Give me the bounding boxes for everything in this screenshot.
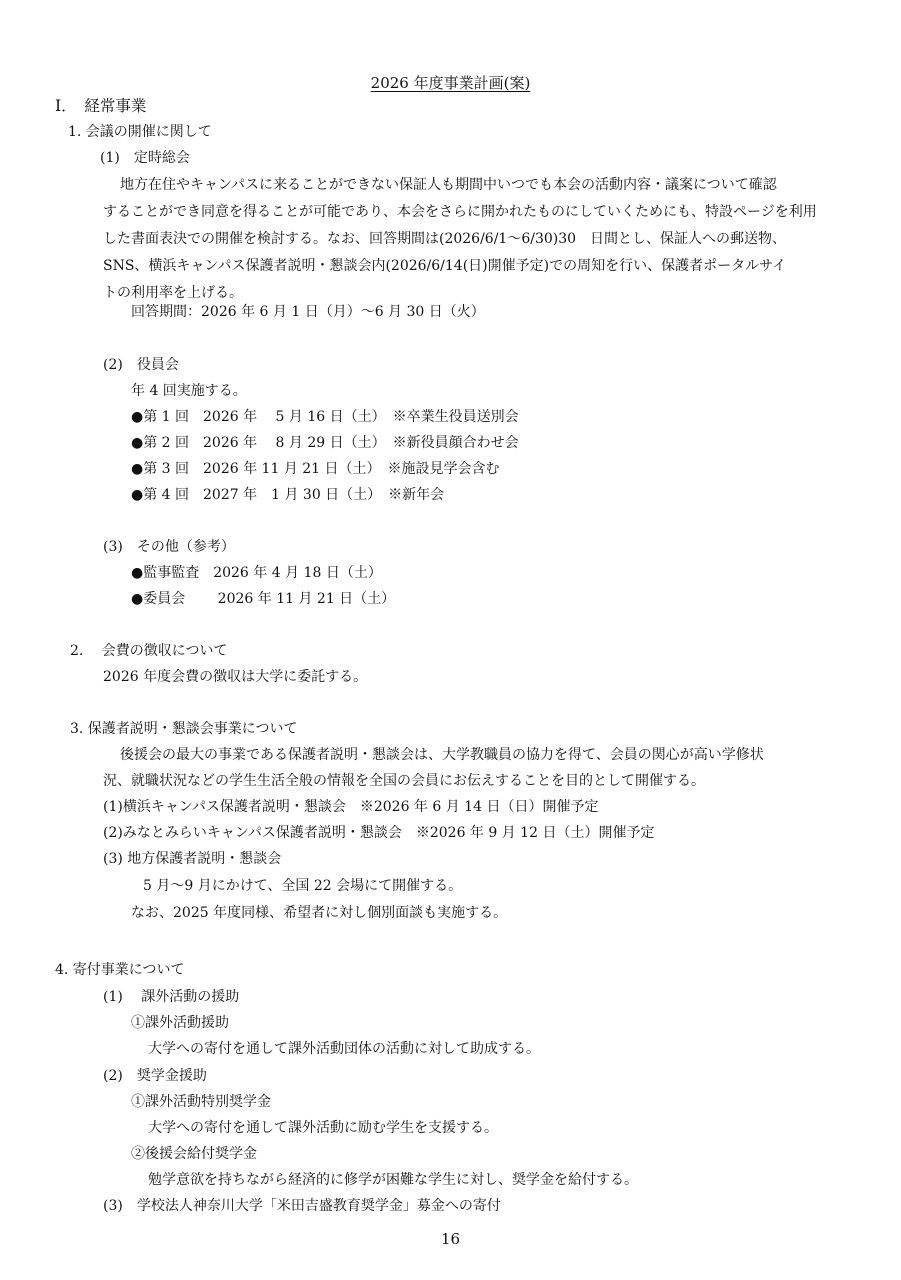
other-row: ●委員会 2026 年 11 月 21 日（土） [131, 591, 396, 607]
subheading-regional-meetings: (3) 地方保護者説明・懇談会 [103, 851, 282, 867]
fees-text: 2026 年度会費の徴収は大学に委託する。 [103, 669, 368, 685]
donation-text: 勉学意欲を持ちながら経済的に修学が困難な学生に対し、奨学金を給付する。 [148, 1172, 638, 1188]
paragraph-line: SNS、横浜キャンパス保護者説明・懇談会内(2026/6/14(日)開催予定)での周知を行い、保護者ポータルサイ [103, 258, 787, 274]
donation-text: 大学への寄付を通して課外活動団体の活動に対して助成する。 [148, 1041, 540, 1057]
subheading-scholarship: (2) 奨学金援助 [103, 1068, 207, 1084]
subheading-yoneda-fund: (3) 学校法人神奈川大学「米田吉盛教育奨学金」募金への寄付 [103, 1198, 501, 1214]
paragraph-line: 況、就職状況などの学生生活全般の情報を全国の会員にお伝えすることを目的として開催する。 [103, 773, 705, 789]
donation-entry: ②後援会給付奨学金 [131, 1146, 257, 1162]
meeting-list-item: (2)みなとみらいキャンパス保護者説明・懇談会 ※2026 年 9 月 12 日（土）開催予定 [103, 825, 655, 841]
subheading-general-meeting: (1) 定時総会 [100, 150, 190, 166]
section-heading: Ⅰ． 経常事業 [55, 97, 147, 115]
board-intro: 年 4 回実施する。 [131, 383, 247, 399]
document-title: 2026 年度事業計画(案) [370, 74, 531, 92]
answer-period: 回答期間：2026 年 6 月 1 日（月）～6 月 30 日（火） [131, 304, 485, 320]
board-row: ●第 4 回 2027 年 1 月 30 日（土） ※新年会 [131, 487, 445, 503]
subheading-extracurricular: (1) 課外活動の援助 [103, 989, 240, 1005]
paragraph-line: トの利用率を上げる。 [103, 285, 243, 301]
item-heading-parent-meetings: 3. 保護者説明・懇談会事業について [70, 721, 298, 737]
item-heading-donations: 4. 寄付事業について [55, 962, 185, 978]
regional-line: なお、2025 年度同様、希望者に対し個別面談も実施する。 [131, 905, 508, 921]
donation-entry: ①課外活動特別奨学金 [131, 1094, 271, 1110]
regional-line: 5 月～9 月にかけて、全国 22 会場にて開催する。 [143, 878, 463, 894]
board-row: ●第 2 回 2026 年 8 月 29 日（土） ※新役員顔合わせ会 [131, 435, 519, 451]
paragraph-line: 地方在住やキャンパスに来ることができない保証人も期間中いつでも本会の活動内容・議案について確認 [120, 177, 777, 193]
donation-text: 大学への寄付を通して課外活動に励む学生を支援する。 [148, 1120, 498, 1136]
meeting-list-item: (1)横浜キャンパス保護者説明・懇談会 ※2026 年 6 月 14 日（日）開催予定 [103, 799, 599, 815]
subheading-board-meeting: (2) 役員会 [103, 357, 179, 373]
other-row: ●監事監査 2026 年 4 月 18 日（土） [131, 565, 382, 581]
item-heading-fees: 2. 会費の徴収について [70, 643, 228, 659]
subheading-other: (3) その他（参考） [103, 539, 235, 555]
item-heading-meetings: 1. 会議の開催に関して [68, 124, 212, 140]
paragraph-line: した書面表決での開催を検討する。なお、回答期間は(2026/6/1～6/30)30 日間とし、保証人への郵送物、 [103, 231, 787, 247]
paragraph-line: することができ同意を得ることが可能であり、本会をさらに開かれたものにしていくためにも、特設ページを利用 [103, 204, 817, 220]
board-row: ●第 3 回 2026 年 11 月 21 日（土） ※施設見学会含む [131, 461, 500, 477]
board-row: ●第 1 回 2026 年 5 月 16 日（土） ※卒業生役員送別会 [131, 409, 519, 425]
paragraph-line: 後援会の最大の事業である保護者説明・懇談会は、大学教職員の協力を得て、会員の関心が高い学修状 [120, 747, 764, 763]
donation-entry: ①課外活動援助 [131, 1015, 229, 1031]
page-number: 16 [440, 1230, 461, 1248]
